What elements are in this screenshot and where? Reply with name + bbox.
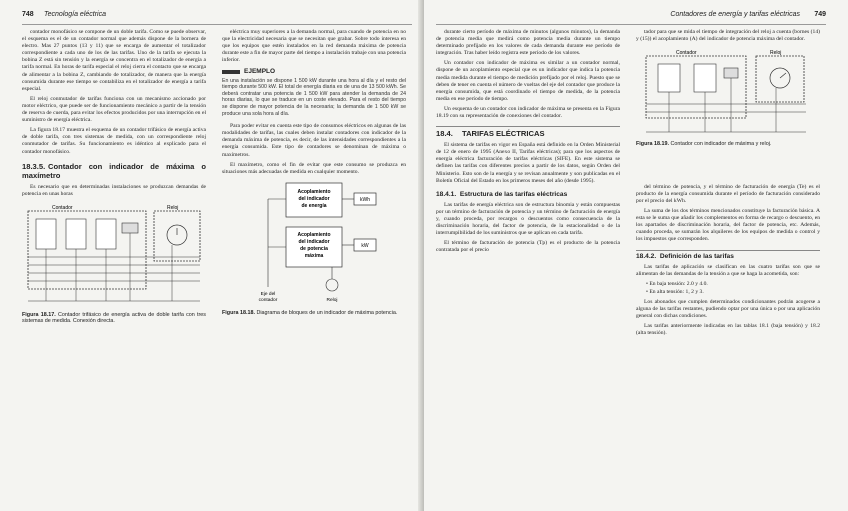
paragraph: El sistema de tarifas en vigor en España está definido en la Orden Ministerial de 12 de enero de 1995 (Anexo II, Tarifas eléctricas); para que los aspectos de energía eléctrica facturación de tarifas eléctricas (SIFE). En este sistema se definen las tarifas con diferentes precios a partir de los datos, según Orden del Ministerio. Esto son de la energía y se revisan anualmente y son publicadas en el Boletín Oficial del Estado en los primeros meses del año (desde 1995). <box>436 142 620 184</box>
caption-number: Figura 18.18. <box>222 309 255 316</box>
left-column-1 <box>22 29 206 325</box>
left-running-title: Tecnología eléctrica <box>44 11 107 18</box>
section-heading <box>436 126 620 138</box>
right-column-1 <box>436 29 620 257</box>
example-title: EJEMPLO <box>244 68 276 76</box>
subsection-heading <box>436 191 620 199</box>
box1-line2: del indicador <box>298 195 330 202</box>
example-mark-icon <box>222 70 240 74</box>
caption-number: Figura 18.17. <box>22 311 56 318</box>
caption-text: Diagrama de bloques de un indicador de máxima potencia. <box>256 309 398 316</box>
unit-kw: kW <box>361 242 369 249</box>
subsection-number: 18.4.2. <box>636 252 657 260</box>
paragraph: Las tarifas de energía eléctrica son de estructura binomia y están compuestas por un término de facturación de potencia y un término de facturación de energía y, cuando proceda, por recargos o descuentos como consecuencia de la discriminación horaria, del factor de potencia, de la estacionalidad o de la interrumpibilidad de los suministros que se aplican en cada tarifa. <box>436 201 620 237</box>
box2-line1: Acoplamiento <box>297 231 331 238</box>
example-text: En una instalación se dispone 1 500 kW durante una hora al día y el resto del tiempo durante 500 kW. El total de energía diaria es de una de 13 500 kWh. Se deberá contratar una potencia de 1 500 kW para atender la demanda de 24 horas diarias, lo que se traduce en un coste elevado. Para el resto del tiempo se dispone de mayor potencia de la necesaria; la demanda de 1 500 kW se produce una sola hora al día. <box>222 77 406 117</box>
paragraph: Los abonados que cumplen determinados condicionantes podrán acogerse a alguna de las tarifas restantes, pudiendo optar por una única o por una aplicación general con dichas condiciones. <box>636 298 820 320</box>
section-number: 18.4. <box>436 129 453 139</box>
caption-text: Contador trifásico de energía activa de doble tarifa con tres sistemas de medida. Conexión directa. <box>22 311 206 325</box>
subsection-heading <box>636 250 820 261</box>
box2-line2: del indicador <box>298 238 330 245</box>
paragraph: durante cierto período de máxima de minutos (algunos minutos), la demanda de potencia media que medirá como potencia media durante un tiempo determinado prefijado en los valores de cada demanda durante ese período de integración. Tras haber leído registra este período de los valores. <box>436 29 620 57</box>
figure-18-19-wiring-diagram <box>636 46 820 138</box>
subsection-title: Definición de las tarifas <box>659 252 734 260</box>
left-page-number: 748 <box>22 11 34 18</box>
paragraph: El término de facturación de potencia (Tp) es el producto de la potencia contratada por el precio <box>436 240 620 254</box>
subsection-number: 18.4.1. <box>436 190 457 198</box>
figure-18-17-wiring-diagram <box>22 201 206 309</box>
box2-line4: máxima <box>304 252 324 259</box>
right-page <box>424 0 848 511</box>
figure-18-18-caption <box>222 310 406 317</box>
paragraph: tador para que se mida el tiempo de integración del reloj a cuenta (bornes (14) y (15)) el acoplamiento (A) del indicador de potencia máxima del contador. <box>636 29 820 43</box>
section-title: Contador con indicador de máxima o maxímetro <box>22 161 206 180</box>
paragraph: Un esquema de un contador con indicador de máxima se presenta en la Figura 18.19 con su representación de conexiones del contador. <box>436 105 620 120</box>
clock-label: Reloj <box>167 204 179 211</box>
tariff-list <box>646 281 820 296</box>
right-running-head <box>436 10 826 25</box>
paragraph: del término de potencia, y el término de facturación de energía (Te) es el producto de la energía consumida durante el período de facturación considerado por el precio del kWh. <box>636 183 820 204</box>
counter-label: Contador <box>52 204 73 211</box>
shaft-line1: Eje del <box>260 291 276 297</box>
paragraph: Para poder evitar en cuenta este tipo de consumos eléctricos en algunas de las modalidades de tarifas, las cuales deben instalar contadores con indicador de la demanda máxima de potencia, es decir, de las intensidades correspondientes a la energía consumida. Este tipo de contadores se denominan de máxima o maxímetros. <box>222 123 406 158</box>
clock-label: Reloj <box>770 50 782 57</box>
right-page-number: 749 <box>814 11 826 18</box>
paragraph: Las tarifas de aplicación se clasifican en las cuatro tarifas son que se alimentan de las demandas de la tensión a que se haga la acometida, son: <box>636 263 820 277</box>
list-item: • En baja tensión: 2.0 y 4.0. <box>646 281 820 288</box>
paragraph: El reloj conmutador de tarifas funciona con un mecanismo accionado por motor eléctrico, que puede ser de funcionamiento mecánico a partir de la tensión de reserva de cuerda, para evitar los efectos producidos por una interrupción en el suministro de energía eléctrica. <box>22 95 206 124</box>
right-running-title: Contadores de energía y tarifas eléctricas <box>670 11 800 18</box>
section-heading <box>22 162 206 180</box>
clock-text: Reloj <box>326 297 338 303</box>
paragraph: La figura 18.17 muestra el esquema de un contador trifásico de energía activa de doble tarifa, con tres sistemas de medida, con un correspondiente reloj conmutador de tarifas. Su funcionamiento es idéntico al explicado para el contador monofásico. <box>22 127 206 155</box>
example-heading <box>222 68 406 75</box>
box1-line3: de energía <box>301 202 327 209</box>
list-item: • En alta tensión: 1, 2 y 3. <box>646 289 820 296</box>
figure-18-18-block-diagram <box>222 179 406 307</box>
shaft-line2: contador <box>258 297 278 303</box>
section-number: 18.3.5. <box>22 161 46 171</box>
paragraph: eléctrica muy superiores a la demanda normal, para cuando de potencia en no que la electricidad necesaria que se necesitan que grabar. Sobre todo interesa en que los equipos que estén instalados en la red demanda máxima de potencia durante este a fin de mayor parte del tiempo a instalación trabaje con una potencia inferior. <box>222 29 406 64</box>
paragraph: Es necesario que en determinadas instalaciones se produzcan demandas de potencia en unas horas <box>22 183 206 197</box>
box2-line3: de potencia <box>300 245 328 252</box>
figure-18-19-caption <box>636 141 820 148</box>
unit-kwh: kWh <box>360 196 370 203</box>
caption-number: Figura 18.19. <box>636 141 669 148</box>
box1-line1: Acoplamiento <box>297 188 331 195</box>
section-title: TARIFAS ELÉCTRICAS <box>462 129 545 139</box>
paragraph: El maxímetro, como el fin de evitar que este consumo se produzca en situaciones más adecuadas de medida en cualquier momento. <box>222 161 406 175</box>
figure-18-17-caption <box>22 312 206 325</box>
paragraph: Las tarifas anteriormente indicadas en las tablas 18.1 (baja tensión) y 18.2 (alta tensión). <box>636 323 820 337</box>
right-column-2 <box>636 29 820 340</box>
paragraph: contador monofásico se compone de un doble tarifa. Como se puede observar, el esquema es el de un contador normal que además dispone de la bornera de electro. Mas 27 puntos (13 y 11) que se encarga de aumentar el totalizador correspondiente a cada uno de los de las tarifas. Uno de la tarifa se ejecuta la bobina Z está sin tensión y la energía se concentra en el totalizador de energía a tarifa normal. En horas de tarifa especial el reloj cierra el contacto que se encarga de alimentar a la bobina Z, cambiando de totalizador, de manera que la energía consumida durante ese tiempo se contabiliza en el totalizador de energía a tarifa especial. <box>22 29 206 92</box>
counter-label: Contador <box>676 50 697 57</box>
left-running-head <box>22 10 412 25</box>
left-column-2 <box>222 29 406 316</box>
paragraph: Un contador con indicador de máxima es similar a un contador normal, dispone de un acoplamiento especial que es un indicador que indica la potencia media medida durante el tiempo de medición prefijado por el reloj. Puesto que se deben de tener en cuenta el número de vueltas del eje del contador que produce la energía consumida, que está coordinado el tiempo de medida, de la potencia media en ese período de tiempo. <box>436 60 620 102</box>
caption-text: Contador con indicador de máxima y reloj. <box>670 141 772 148</box>
paragraph: La suma de los dos términos mencionados constituye la facturación básica. A esta se le suma que añadir los complementos en forma de recargo o descuento, en los apartados de discriminación horaria, del factor de potencia, etc. Además, cuando proceda, se sumarán los alquileres de los equipos de medida o control y los impuestos que corresponden. <box>636 208 820 243</box>
subsection-title: Estructura de las tarifas eléctricas <box>459 190 568 198</box>
